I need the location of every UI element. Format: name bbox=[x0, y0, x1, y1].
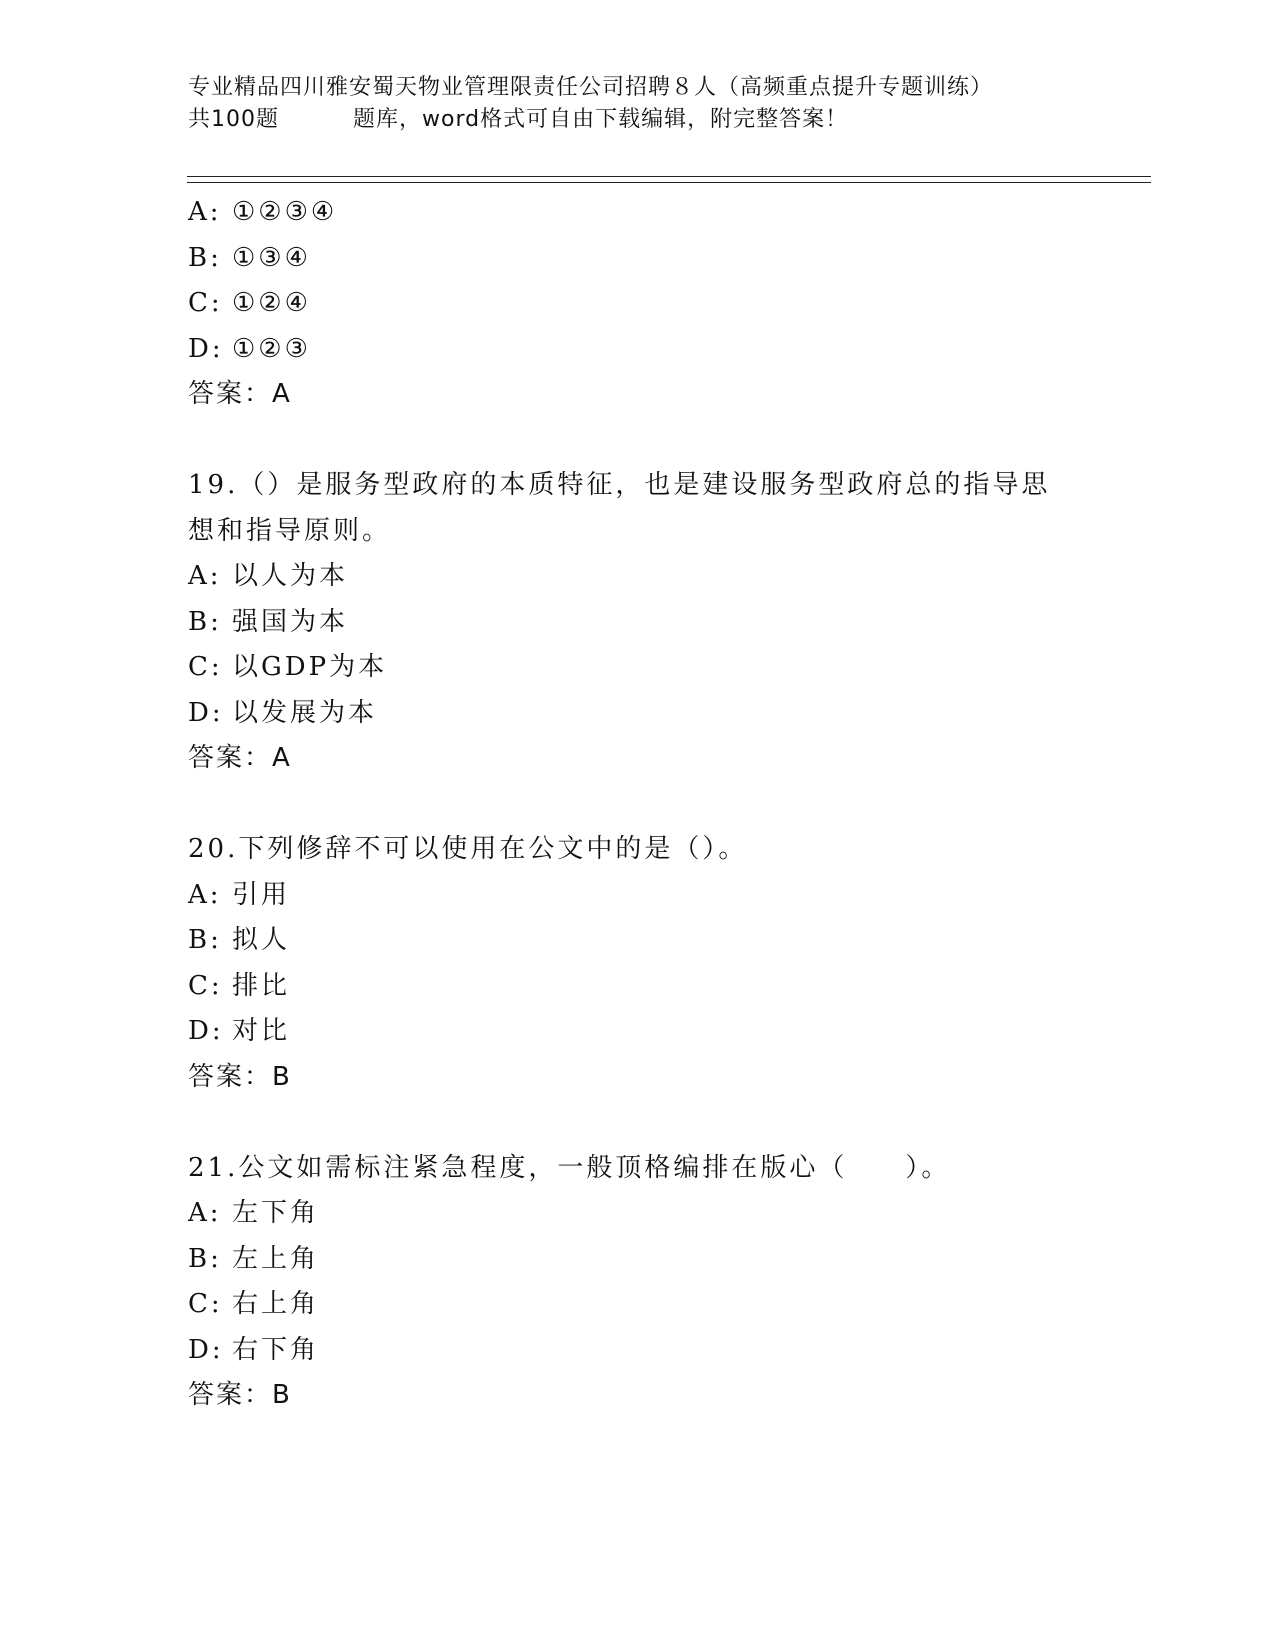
header-question-count: 共100题 bbox=[188, 107, 279, 132]
option-a: A: 引用 bbox=[188, 879, 291, 910]
answer: 答案：A bbox=[188, 743, 292, 773]
header-title: 专业精品四川雅安蜀天物业管理限责任公司招聘８人（高频重点提升专题训练） bbox=[188, 75, 994, 100]
option-b: B: 强国为本 bbox=[188, 606, 349, 637]
option-c: C: 右上角 bbox=[188, 1289, 320, 1319]
document-header bbox=[188, 72, 1148, 136]
option-a: A: 以人为本 bbox=[188, 561, 349, 591]
option-b: B: 左上角 bbox=[188, 1243, 320, 1274]
option-d: D: ①②③ bbox=[188, 333, 311, 364]
option-c: C: 排比 bbox=[188, 970, 291, 1001]
option-b: B: 拟人 bbox=[188, 925, 291, 955]
option-d: D: 对比 bbox=[188, 1016, 291, 1046]
header-subtitle bbox=[188, 104, 1148, 136]
header-divider-bottom bbox=[187, 182, 1151, 183]
question-20 bbox=[188, 827, 1148, 1100]
question-text: 21.公文如需标注紧急程度，一般顶格编排在版心（ ）。 bbox=[188, 1152, 951, 1183]
option-d: D: 以发展为本 bbox=[188, 697, 378, 728]
option-c: C: ①②④ bbox=[188, 288, 311, 318]
question-list bbox=[188, 190, 1148, 1419]
question-21 bbox=[188, 1146, 1148, 1419]
question-19 bbox=[188, 463, 1148, 782]
option-b: B: ①③④ bbox=[188, 242, 311, 273]
question-text: 20.下列修辞不可以使用在公文中的是（）。 bbox=[188, 834, 748, 864]
option-c: C: 以GDP为本 bbox=[188, 652, 388, 682]
answer: 答案：A bbox=[188, 379, 292, 409]
answer: 答案：B bbox=[188, 1380, 292, 1410]
answer: 答案：B bbox=[188, 1061, 292, 1092]
header-divider-top bbox=[187, 176, 1151, 177]
question-18-continued bbox=[188, 190, 1148, 418]
option-a: A: 左下角 bbox=[188, 1198, 320, 1228]
option-a: A: ①②③④ bbox=[188, 197, 338, 227]
option-d: D: 右下角 bbox=[188, 1334, 320, 1365]
question-text: 19.（）是服务型政府的本质特征，也是建设服务型政府总的指导思想和指导原则。 bbox=[188, 470, 1051, 546]
header-description: 题库，word格式可自由下载编辑，附完整答案！ bbox=[353, 107, 849, 132]
